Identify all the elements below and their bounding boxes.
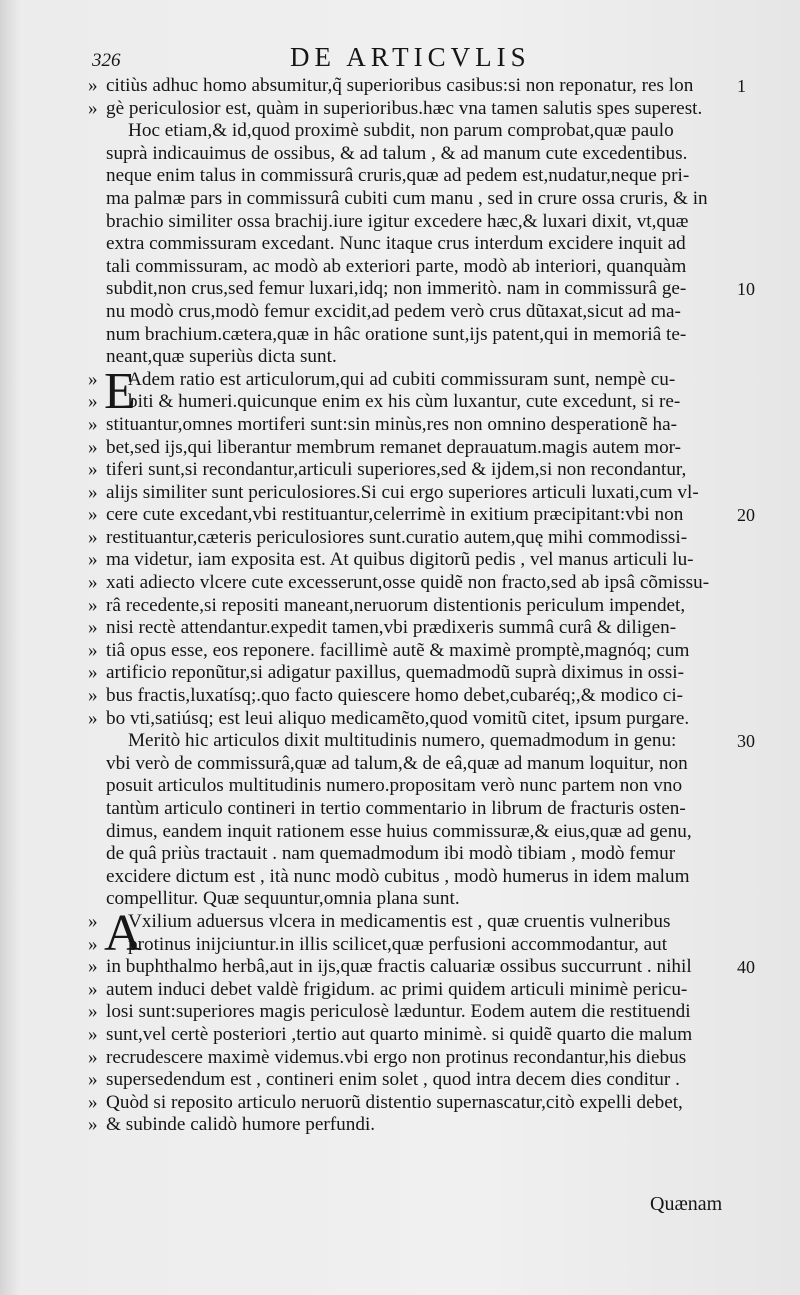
line-text: xati adiecto vlcere cute excesserunt,osse quidẽ non fracto,sed ab ipsâ cõmissu- — [106, 572, 710, 594]
line-text: num brachium.cætera,quæ in hâc oratione sunt,ijs patent,qui in memoriâ te- — [106, 323, 687, 345]
line-text: ma videtur, iam exposita est. At quibus digitorũ pedis , vel manus articuli lu- — [106, 549, 694, 571]
line-text: bet,sed ijs,qui liberantur membrum remanet deprauatum.magis autem mor- — [106, 436, 682, 458]
line-number: 10 — [737, 279, 755, 300]
quotation-mark: » — [88, 549, 98, 571]
quotation-mark: » — [88, 594, 98, 616]
text-line — [0, 708, 800, 731]
line-text: supersedendum est , contineri enim solet , quod intra decem dies conditur . — [106, 1069, 680, 1091]
quotation-mark: » — [88, 75, 98, 96]
line-text: bus fractis,luxatísq;.quo facto quiescere homo debet,cubaréq;,& modico ci- — [106, 685, 684, 707]
quotation-mark: » — [88, 413, 98, 435]
quotation-mark: » — [88, 368, 98, 390]
line-text: Meritò hic articulos dixit multitudinis numero, quemadmodum in genu: — [128, 730, 677, 752]
line-text: extra commissuram excedant. Nunc itaque crus interdum excidere inquit ad — [106, 233, 686, 255]
text-line — [0, 188, 800, 211]
line-text: dimus, eandem inquit rationem esse huius commissuræ,& eius,quæ ad genu, — [106, 820, 692, 842]
line-text: vbi verò de commissurâ,quæ ad talum,& de eâ,quæ ad manum loquitur, non — [106, 752, 688, 774]
quotation-mark: » — [88, 97, 98, 119]
line-text: neque enim talus in commissurâ cruris,quæ ad pedem est,nudatur,neque pri- — [106, 165, 690, 187]
line-text: sunt,vel certè posteriori ,tertio aut quarto minimè. si quidẽ quarto die malum — [106, 1023, 693, 1045]
line-text: Vxilium aduersus vlcera in medicamentis est , quæ cruentis vulneribus — [128, 910, 671, 932]
line-text: compellitur. Quæ sequuntur,omnia plana sunt. — [106, 888, 460, 910]
line-text: stituantur,omnes mortiferi sunt:sin minùs,res non omnino desperationẽ ha- — [106, 413, 678, 435]
line-text: Adem ratio est articulorum,qui ad cubiti commissuram sunt, nempè cu- — [128, 368, 676, 390]
drop-cap: E — [104, 362, 136, 420]
text-line — [0, 1092, 800, 1115]
quotation-mark: » — [88, 685, 98, 707]
line-text: suprà indicauimus de ossibus, & ad talum , & ad manum cute excedentibus. — [106, 142, 688, 164]
line-text: gè periculosior est, quàm in superioribus.hæc vna tamen salutis spes superest. — [106, 97, 703, 119]
text-line — [0, 595, 800, 618]
line-text: in buphthalmo herbâ,aut in ijs,quæ fractis caluariæ ossibus succurrunt . nihil — [106, 956, 692, 978]
text-line — [0, 956, 800, 979]
line-number: 1 — [737, 76, 746, 96]
quotation-mark: » — [88, 1046, 98, 1068]
text-line — [0, 527, 800, 550]
line-text: excidere dictum est , ità nunc modò cubitus , modò humerus in idem malum — [106, 865, 690, 887]
text-line — [0, 775, 800, 798]
quotation-mark: » — [88, 978, 98, 1000]
line-text: cere cute excedant,vbi restituantur,celerrimè in exitium præcipitant:vbi non — [106, 504, 684, 526]
quotation-mark: » — [88, 662, 98, 684]
line-text: recrudescere maximè videmus.vbi ergo non protinus recondantur,his diebus — [106, 1046, 687, 1068]
text-line — [0, 256, 800, 279]
page-number: 326 — [92, 50, 121, 71]
line-text: citiùs adhuc homo absumitur,q̃ superioribus casibus:si non reponatur, res lon — [106, 75, 694, 96]
quotation-mark: » — [88, 481, 98, 503]
text-line — [0, 504, 800, 527]
text-line — [0, 98, 800, 121]
text-line — [0, 798, 800, 821]
line-text: protinus inijciuntur.in illis scilicet,quæ perfusioni accommodantur, aut — [128, 933, 668, 955]
text-line — [0, 1114, 800, 1137]
line-text: nisi rectè attendantur.expedit tamen,vbi prædixeris summâ curâ & diligen- — [106, 617, 677, 639]
line-text: ma palmæ pars in commissurâ cubiti cum manu , sed in crure ossa cruris, & in — [106, 187, 708, 209]
quotation-mark: » — [88, 526, 98, 548]
line-text: râ recedente,si repositi maneant,neruorum distentionis periculum impendet, — [106, 594, 686, 616]
line-text: tiferi sunt,si recondantur,articuli superiores,sed & ijdem,si non recondantur, — [106, 459, 687, 481]
line-text: losi sunt:superiores magis periculosè læduntur. Eodem autem die restituendi — [106, 1001, 691, 1023]
quotation-mark: » — [88, 1023, 98, 1045]
quotation-mark: » — [88, 617, 98, 639]
quotation-mark: » — [88, 1001, 98, 1023]
text-line — [0, 1047, 800, 1070]
text-line — [0, 278, 800, 301]
quotation-mark: » — [88, 707, 98, 729]
text-line — [0, 391, 800, 414]
text-line — [0, 75, 800, 98]
text-line — [0, 211, 800, 234]
quotation-mark: » — [88, 956, 98, 978]
line-text: alijs similiter sunt periculosiores.Si cui ergo superiores articuli luxati,cum vl- — [106, 481, 699, 503]
line-text: tali commissuram, ac modò ab exteriori parte, modò ab interiori, quanquàm — [106, 255, 687, 277]
quotation-mark: » — [88, 391, 98, 413]
catchword: Quænam — [650, 1193, 723, 1215]
line-number: 30 — [737, 731, 755, 752]
line-text: de quâ priùs tractauit . nam quemadmodum ibi modò tibiam , modò femur — [106, 843, 676, 865]
quotation-mark: » — [88, 436, 98, 458]
text-line — [0, 572, 800, 595]
quotation-mark: » — [88, 1091, 98, 1113]
text-line — [0, 640, 800, 663]
text-line — [0, 685, 800, 708]
line-text: bo vti,satiúsq; est leui aliquo medicamẽto,quod vomitũ citet, ipsum purgare. — [106, 707, 690, 729]
text-line — [0, 165, 800, 188]
line-text: neant,quæ superiùs dicta sunt. — [106, 346, 337, 368]
text-line — [0, 730, 800, 753]
line-text: & subinde calidò humore perfundi. — [106, 1114, 376, 1136]
running-head — [0, 42, 800, 74]
text-line — [0, 753, 800, 776]
text-line — [0, 843, 800, 866]
line-text: brachio similiter ossa brachij.iure igitur excedere hæc,& luxari dixit, vt,quæ — [106, 210, 689, 232]
line-text: nu modò crus,modò femur excidit,ad pedem verò crus dũtaxat,sicut ad ma- — [106, 300, 681, 322]
text-line — [0, 233, 800, 256]
line-text: biti & humeri.quicunque enim ex his cùm luxantur, cute excedunt, si re- — [128, 391, 681, 413]
quotation-mark: » — [88, 459, 98, 481]
line-text: subdit,non crus,sed femur luxari,idq; non immeritò. nam in commissurâ ge- — [106, 278, 687, 300]
quotation-mark: » — [88, 910, 98, 932]
line-text: autem induci debet valdè frigidum. ac primi quidem articuli minimè pericu- — [106, 978, 688, 1000]
line-text: Hoc etiam,& id,quod proximè subdit, non parum comprobat,quæ paulo — [128, 120, 674, 142]
text-line — [0, 662, 800, 685]
text-line — [0, 866, 800, 889]
quotation-mark: » — [88, 1114, 98, 1136]
text-line — [0, 437, 800, 460]
line-text: restituantur,cæteris periculosiores sunt.curatio autem,quę mihi commodissi- — [106, 526, 688, 548]
text-line — [0, 414, 800, 437]
text-line — [0, 1001, 800, 1024]
line-text: artificio reponũtur,si adigatur paxillus, quemadmodũ suprà diximus in ossi- — [106, 662, 684, 684]
text-line — [0, 979, 800, 1002]
text-line — [0, 143, 800, 166]
line-text: posuit articulos multitudinis numero.propositam verò nunc partem non vno — [106, 775, 683, 797]
quotation-mark: » — [88, 933, 98, 955]
text-line — [0, 324, 800, 347]
line-number: 20 — [737, 505, 755, 526]
line-text: tantùm articulo contineri in tertio commentario in librum de fracturis osten- — [106, 798, 686, 819]
line-number: 40 — [737, 957, 755, 978]
text-line — [0, 549, 800, 572]
text-line — [0, 617, 800, 640]
text-line — [0, 1069, 800, 1092]
quotation-mark: » — [88, 639, 98, 661]
quotation-mark: » — [88, 572, 98, 594]
quotation-mark: » — [88, 504, 98, 526]
body-text — [0, 75, 800, 1137]
text-line — [0, 1024, 800, 1047]
text-line — [0, 482, 800, 505]
line-text: tiâ opus esse, eos reponere. facillimè autẽ & maximè promptè,magnóq; cum — [106, 639, 690, 661]
running-title: DE ARTICVLIS — [290, 42, 531, 72]
text-line — [0, 459, 800, 482]
quotation-mark: » — [88, 1069, 98, 1091]
line-text: Quòd si reposito articulo neruorũ distentio supernascatur,citò expelli debet, — [106, 1091, 683, 1113]
drop-cap: A — [104, 904, 142, 962]
text-line — [0, 934, 800, 957]
text-line — [0, 821, 800, 844]
text-line — [0, 120, 800, 143]
text-line — [0, 301, 800, 324]
